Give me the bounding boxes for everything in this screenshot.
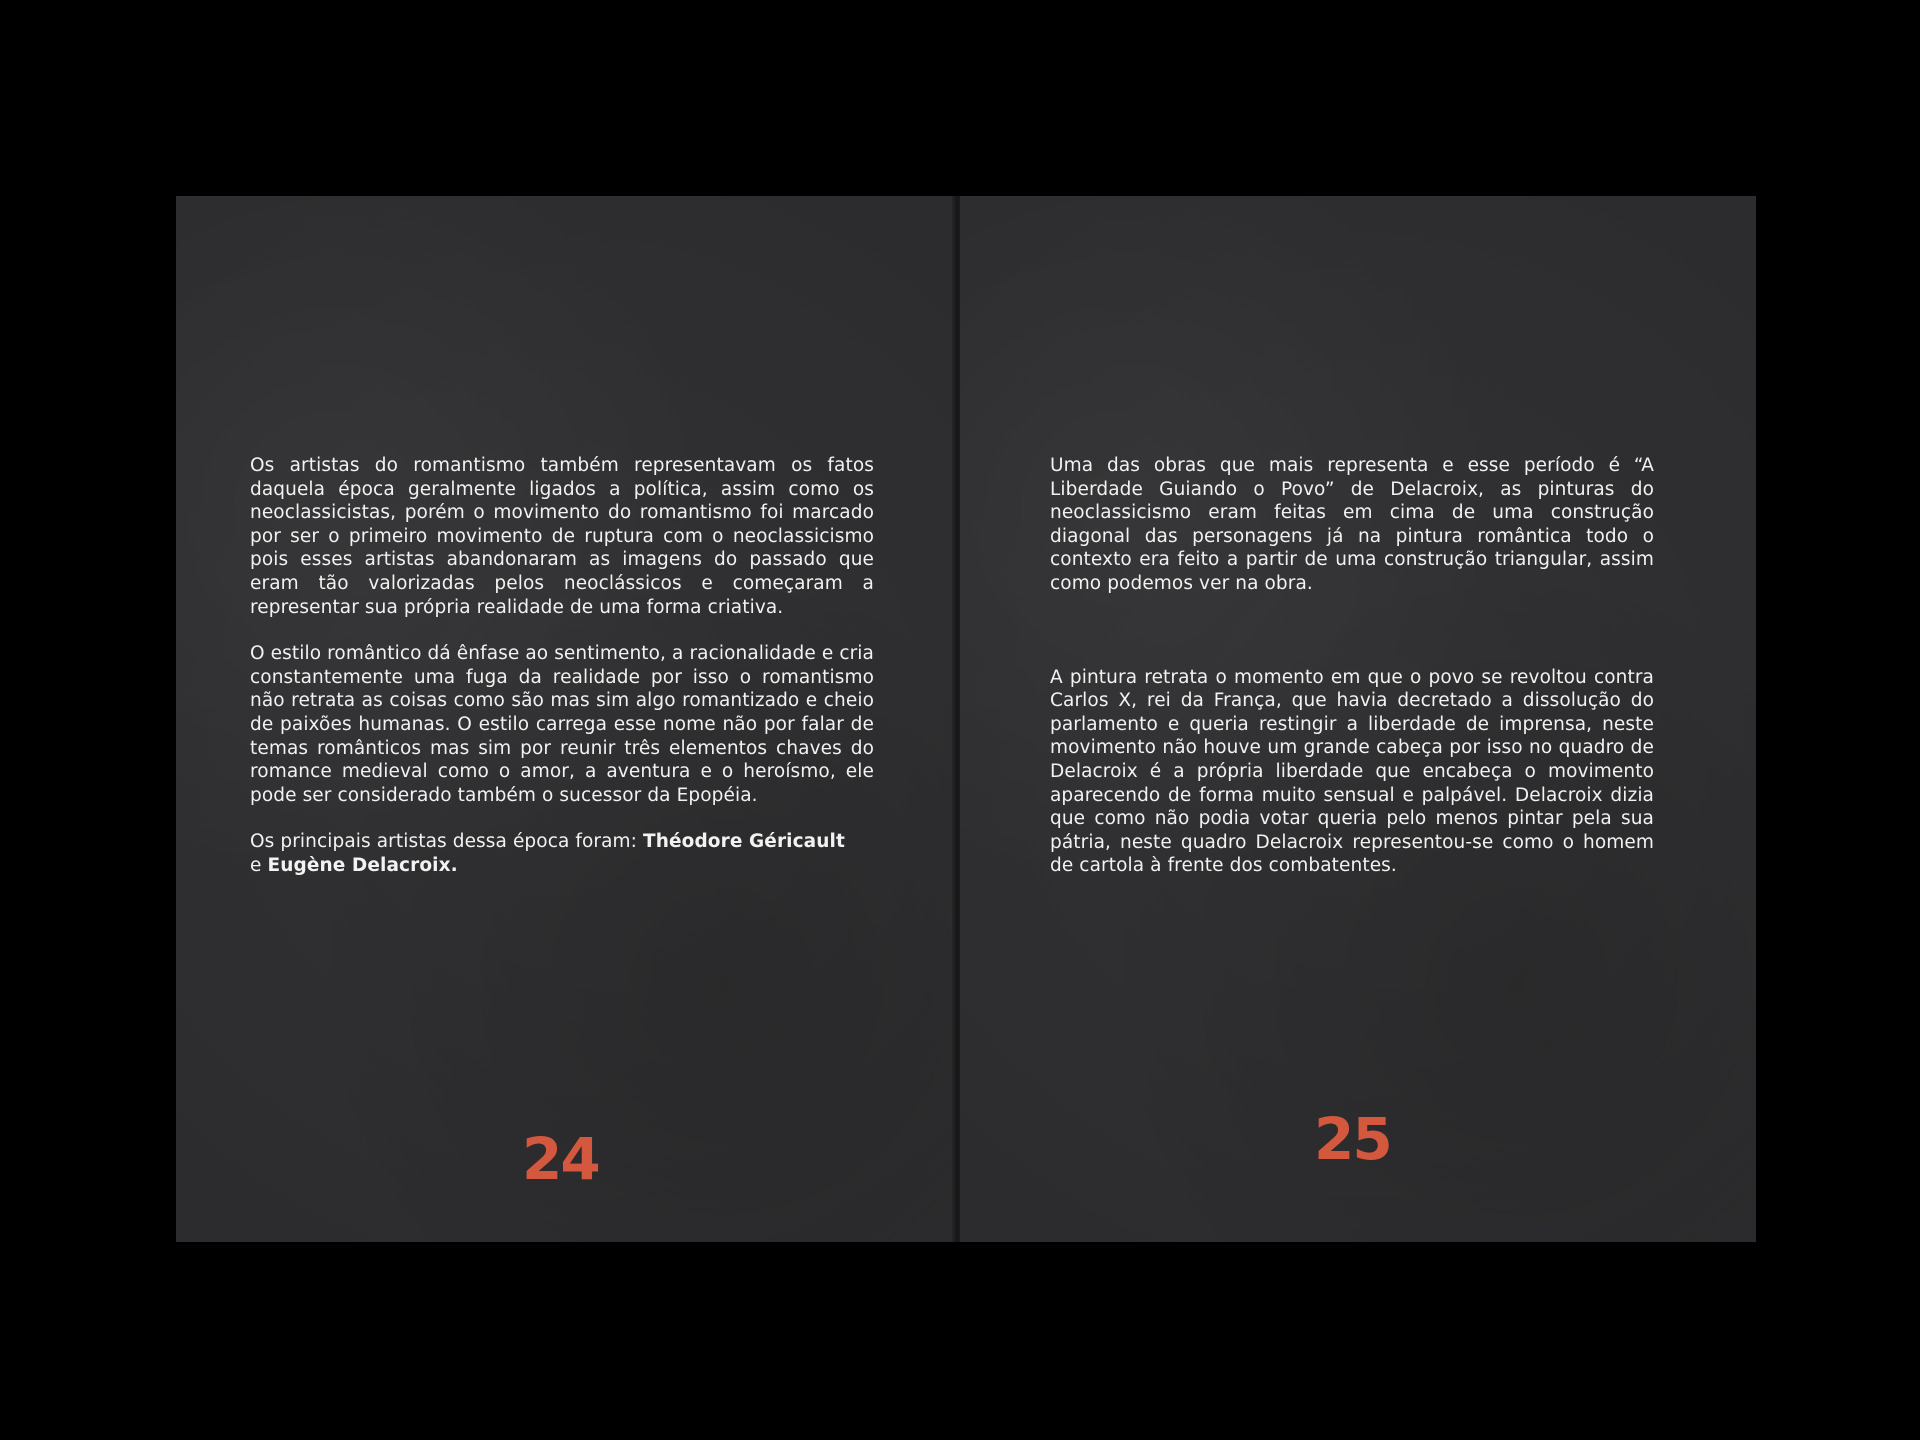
left-paragraph-artists	[250, 830, 874, 877]
right-page	[960, 196, 1756, 1242]
artists-connector: e	[250, 854, 268, 876]
right-paragraph-2: A pintura retrata o momento em que o povo se revoltou contra Carlos X, rei da França, que havia decretado a dissolução do parlamento e queria restingir a liberdade de imprensa, neste movimento não houve um grande cabeça por isso no quadro de Delacroix é a própria liberdade que encabeça o movimento aparecendo de forma muito sensual e palpável. Delacroix dizia que como não podia votar queria pelo menos pintar pela sua pátria, neste quadro Delacroix representou-se como o homem de cartola à frente dos combatentes.	[1050, 666, 1654, 877]
artists-end-punct: .	[450, 854, 458, 876]
right-paragraph-1: Uma das obras que mais representa e esse período é “A Liberdade Guiando o Povo” de Delacroix, as pinturas do neoclassicismo eram feitas em cima de uma construção diagonal das personagens já na pintura romântica todo o contexto era feito a partir de uma construção triangular, assim como podemos ver na obra.	[1050, 455, 1654, 594]
left-page	[176, 196, 956, 1242]
right-page-text	[1050, 454, 1654, 901]
artist-gericault: Théodore Géricault	[643, 831, 845, 853]
page-number-right: 25	[1314, 1105, 1391, 1173]
left-paragraph-1: Os artistas do romantismo também representavam os fatos daquela época geralmente ligados a política, assim como os neoclassicistas, porém o movimento do romantismo foi marcado por ser o primeiro movimento de ruptura com o neoclassicismo pois esses artistas abandonaram as imagens do passado que eram tão valorizadas pelos neoclássicos e começaram a representar sua própria realidade de uma forma criativa.	[250, 455, 874, 618]
page-number-left: 24	[522, 1125, 599, 1193]
left-page-text	[250, 454, 874, 901]
left-paragraph-2: O estilo romântico dá ênfase ao sentimento, a racionalidade e cria constantemente uma fuga da realidade por isso o romantismo não retrata as coisas como são mas sim algo romantizado e cheio de paixões humanas. O estilo carrega esse nome não por falar de temas românticos mas sim por reunir três elementos chaves do romance medieval como o amor, a aventura e o heroísmo, ele pode ser considerado também o sucessor da Epopéia.	[250, 643, 874, 806]
artists-intro: Os principais artistas dessa época foram:	[250, 831, 643, 853]
artist-delacroix: Eugène Delacroix	[267, 854, 451, 876]
